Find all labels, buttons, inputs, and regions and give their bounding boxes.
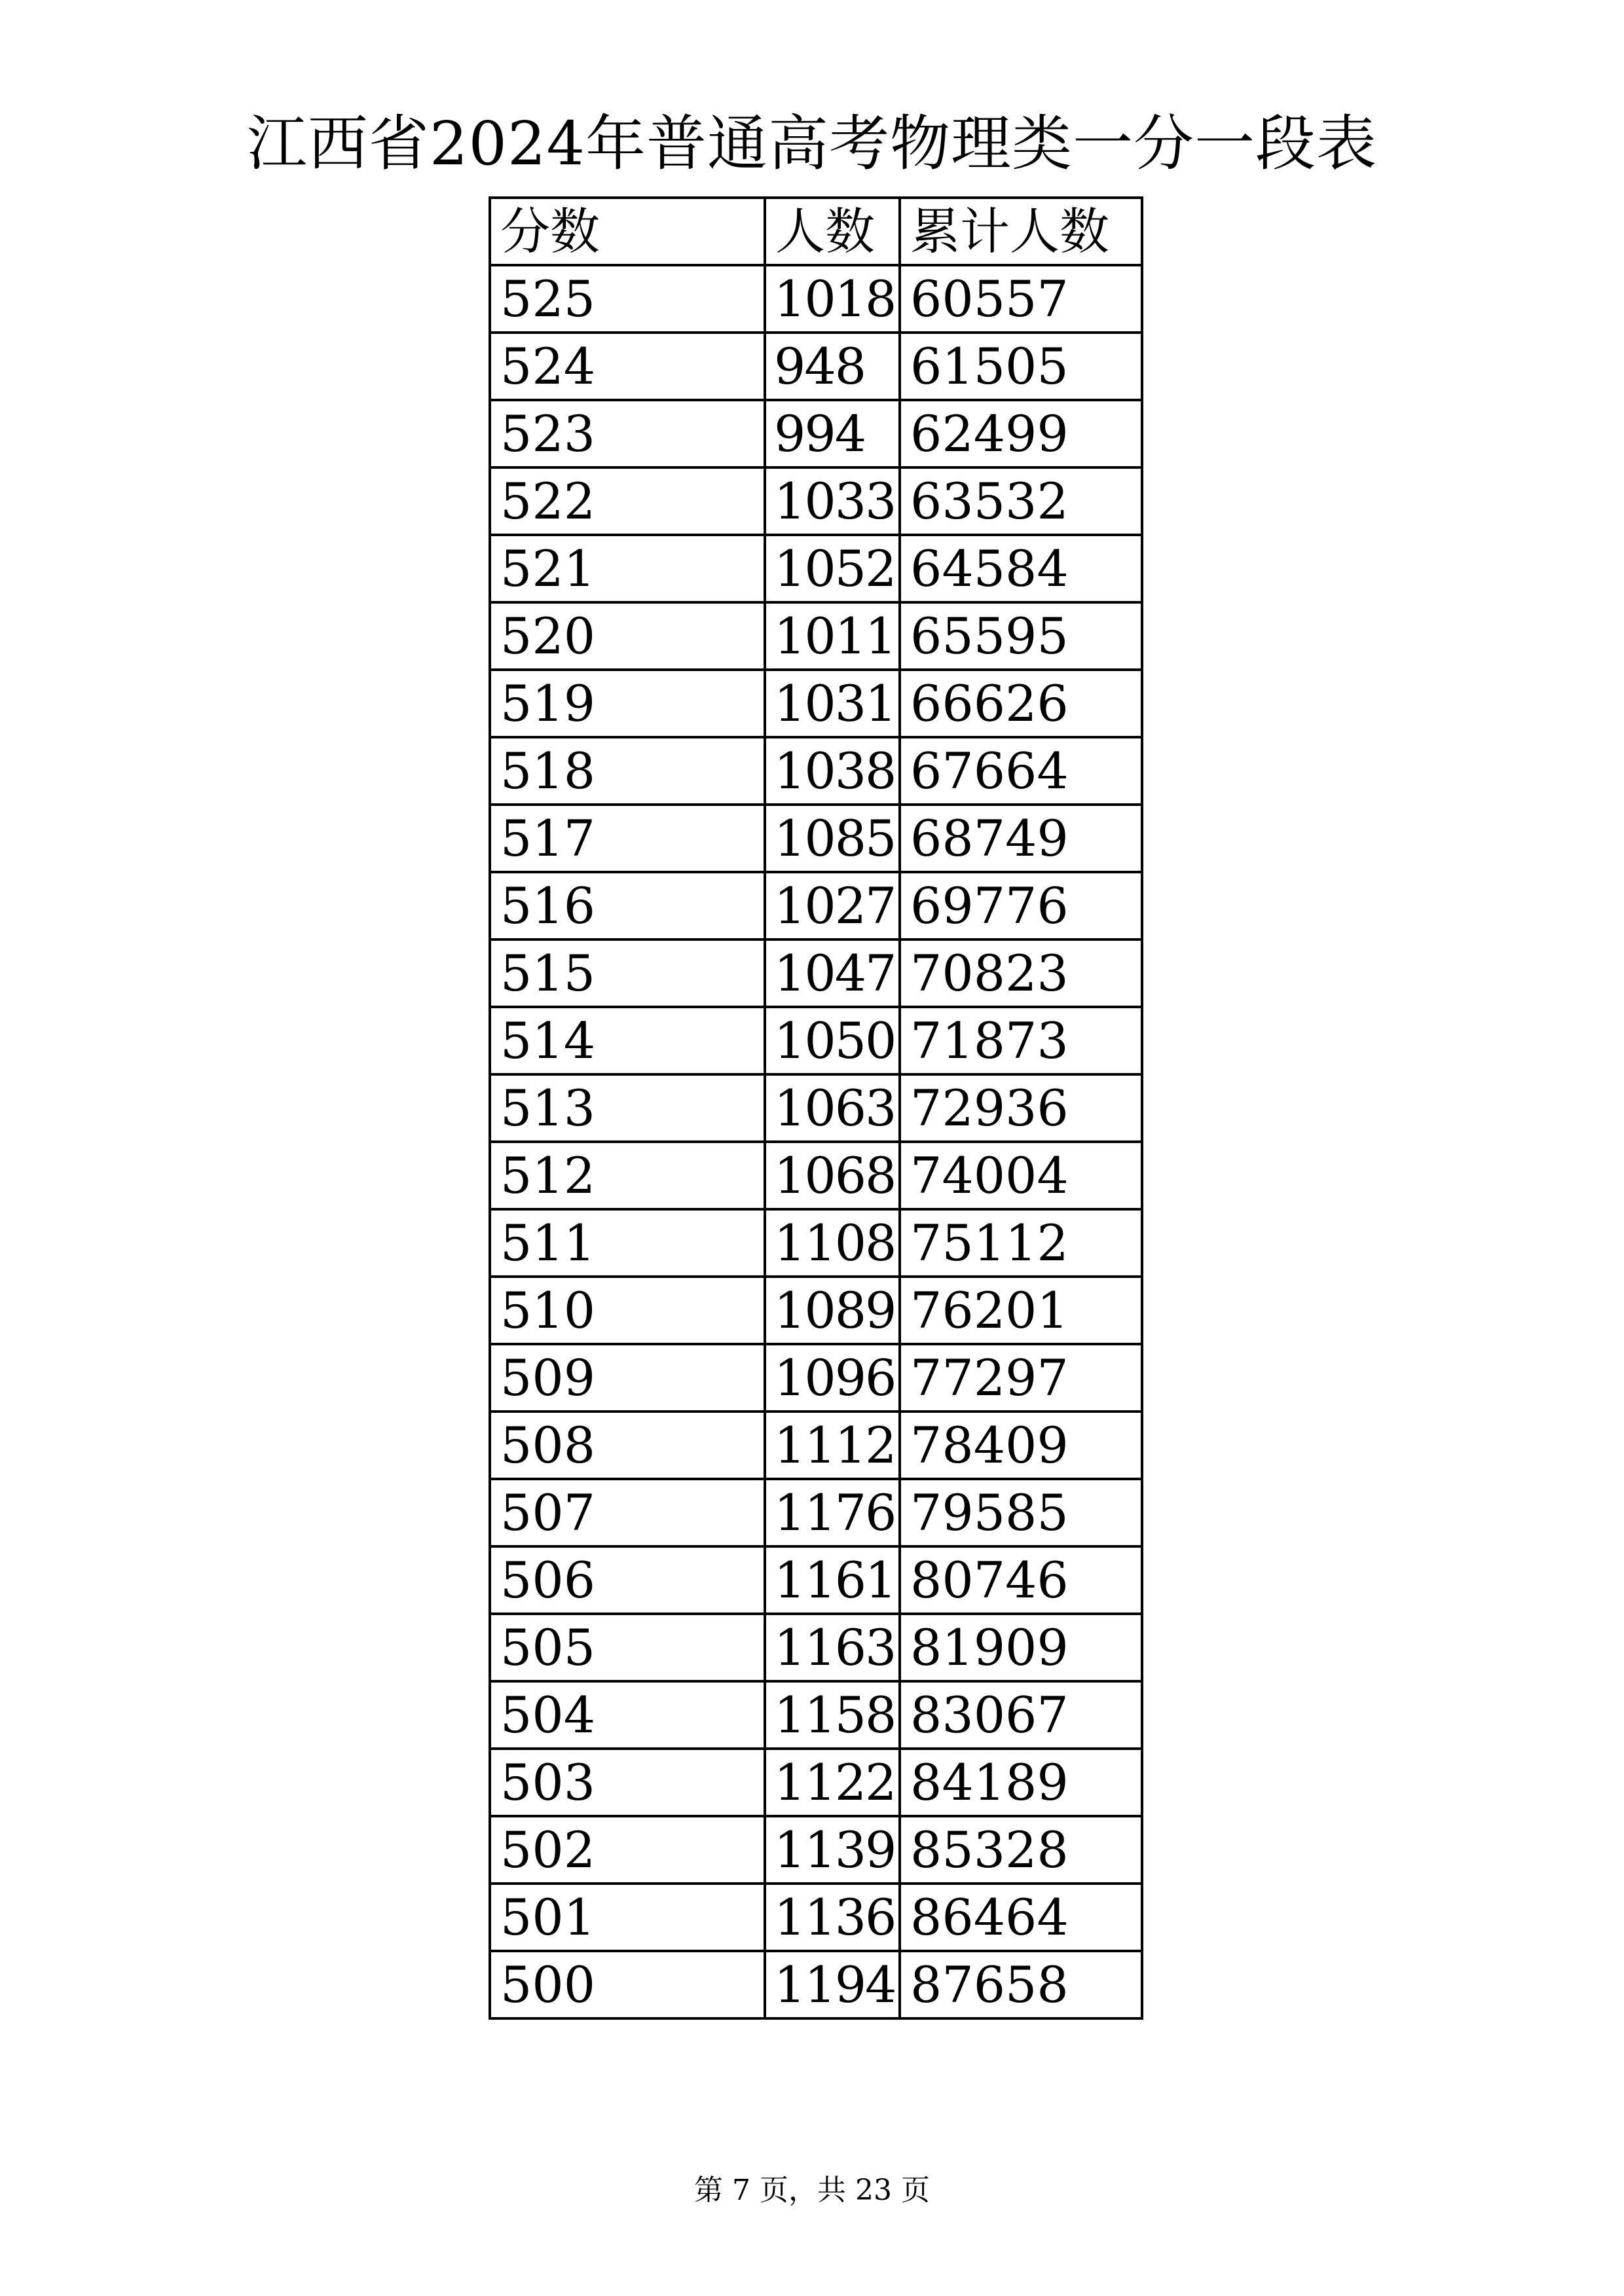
table-row <box>490 1479 1142 1546</box>
score-cell: 523 <box>490 400 765 467</box>
table-row <box>490 535 1142 602</box>
cumulative-cell: 75112 <box>900 1209 1142 1277</box>
cumulative-cell: 64584 <box>900 535 1142 602</box>
score-cell: 524 <box>490 333 765 400</box>
score-cell: 514 <box>490 1007 765 1074</box>
score-distribution-table-container <box>489 196 1143 2020</box>
score-cell: 511 <box>490 1209 765 1277</box>
count-cell: 1068 <box>765 1142 900 1209</box>
cumulative-cell: 74004 <box>900 1142 1142 1209</box>
cumulative-cell: 77297 <box>900 1344 1142 1412</box>
count-cell: 1176 <box>765 1479 900 1546</box>
table-row <box>490 1344 1142 1412</box>
score-cell: 504 <box>490 1681 765 1749</box>
cumulative-cell: 60557 <box>900 265 1142 333</box>
count-cell: 1033 <box>765 467 900 535</box>
cumulative-cell: 65595 <box>900 602 1142 670</box>
table-row <box>490 1951 1142 2018</box>
score-cell: 525 <box>490 265 765 333</box>
count-cell: 1047 <box>765 939 900 1007</box>
table-row <box>490 1277 1142 1344</box>
cumulative-cell: 69776 <box>900 872 1142 939</box>
count-cell: 1050 <box>765 1007 900 1074</box>
score-cell: 513 <box>490 1074 765 1142</box>
score-cell: 509 <box>490 1344 765 1412</box>
count-cell: 1122 <box>765 1749 900 1816</box>
count-cell: 1112 <box>765 1412 900 1479</box>
table-row <box>490 1681 1142 1749</box>
score-cell: 521 <box>490 535 765 602</box>
score-cell: 515 <box>490 939 765 1007</box>
score-cell: 508 <box>490 1412 765 1479</box>
cumulative-cell: 81909 <box>900 1614 1142 1681</box>
score-cell: 522 <box>490 467 765 535</box>
table-row <box>490 1007 1142 1074</box>
page-footer: 第 7 页，共 23 页 <box>694 2174 930 2207</box>
count-cell: 1085 <box>765 805 900 872</box>
table-header-row <box>490 198 1142 265</box>
cumulative-cell: 61505 <box>900 333 1142 400</box>
score-cell: 517 <box>490 805 765 872</box>
count-cell: 948 <box>765 333 900 400</box>
count-cell: 1027 <box>765 872 900 939</box>
score-cell: 518 <box>490 737 765 805</box>
header-score: 分数 <box>490 198 765 265</box>
cumulative-cell: 84189 <box>900 1749 1142 1816</box>
count-cell: 1063 <box>765 1074 900 1142</box>
count-cell: 1139 <box>765 1816 900 1884</box>
cumulative-cell: 70823 <box>900 939 1142 1007</box>
cumulative-cell: 86464 <box>900 1884 1142 1951</box>
count-cell: 1158 <box>765 1681 900 1749</box>
table-row <box>490 1816 1142 1884</box>
cumulative-cell: 71873 <box>900 1007 1142 1074</box>
count-cell: 1052 <box>765 535 900 602</box>
table-row <box>490 1884 1142 1951</box>
score-distribution-table <box>489 196 1143 2020</box>
table-row <box>490 1142 1142 1209</box>
cumulative-cell: 62499 <box>900 400 1142 467</box>
header-cumulative: 累计人数 <box>900 198 1142 265</box>
table-row <box>490 1074 1142 1142</box>
cumulative-cell: 63532 <box>900 467 1142 535</box>
header-count: 人数 <box>765 198 900 265</box>
count-cell: 1018 <box>765 265 900 333</box>
table-row <box>490 602 1142 670</box>
count-cell: 1108 <box>765 1209 900 1277</box>
table-row <box>490 1749 1142 1816</box>
cumulative-cell: 68749 <box>900 805 1142 872</box>
count-cell: 1096 <box>765 1344 900 1412</box>
cumulative-cell: 78409 <box>900 1412 1142 1479</box>
table-body <box>490 265 1142 2018</box>
cumulative-cell: 87658 <box>900 1951 1142 2018</box>
count-cell: 1194 <box>765 1951 900 2018</box>
count-cell: 1089 <box>765 1277 900 1344</box>
score-cell: 512 <box>490 1142 765 1209</box>
count-cell: 1161 <box>765 1546 900 1614</box>
table-row <box>490 670 1142 737</box>
table-row <box>490 467 1142 535</box>
table-row <box>490 939 1142 1007</box>
score-cell: 516 <box>490 872 765 939</box>
table-row <box>490 400 1142 467</box>
cumulative-cell: 85328 <box>900 1816 1142 1884</box>
score-cell: 503 <box>490 1749 765 1816</box>
cumulative-cell: 72936 <box>900 1074 1142 1142</box>
cumulative-cell: 83067 <box>900 1681 1142 1749</box>
count-cell: 1011 <box>765 602 900 670</box>
score-cell: 501 <box>490 1884 765 1951</box>
score-cell: 506 <box>490 1546 765 1614</box>
score-cell: 520 <box>490 602 765 670</box>
score-cell: 507 <box>490 1479 765 1546</box>
cumulative-cell: 67664 <box>900 737 1142 805</box>
table-row <box>490 1412 1142 1479</box>
score-cell: 500 <box>490 1951 765 2018</box>
count-cell: 1136 <box>765 1884 900 1951</box>
count-cell: 1163 <box>765 1614 900 1681</box>
score-cell: 519 <box>490 670 765 737</box>
score-cell: 502 <box>490 1816 765 1884</box>
table-row <box>490 1614 1142 1681</box>
score-cell: 510 <box>490 1277 765 1344</box>
score-cell: 505 <box>490 1614 765 1681</box>
cumulative-cell: 66626 <box>900 670 1142 737</box>
cumulative-cell: 79585 <box>900 1479 1142 1546</box>
page-title: 江西省2024年普通高考物理类一分一段表 <box>246 109 1378 179</box>
cumulative-cell: 76201 <box>900 1277 1142 1344</box>
table-row <box>490 265 1142 333</box>
count-cell: 1031 <box>765 670 900 737</box>
cumulative-cell: 80746 <box>900 1546 1142 1614</box>
table-row <box>490 1546 1142 1614</box>
count-cell: 994 <box>765 400 900 467</box>
table-row <box>490 1209 1142 1277</box>
table-row <box>490 333 1142 400</box>
count-cell: 1038 <box>765 737 900 805</box>
table-row <box>490 737 1142 805</box>
table-row <box>490 805 1142 872</box>
table-row <box>490 872 1142 939</box>
